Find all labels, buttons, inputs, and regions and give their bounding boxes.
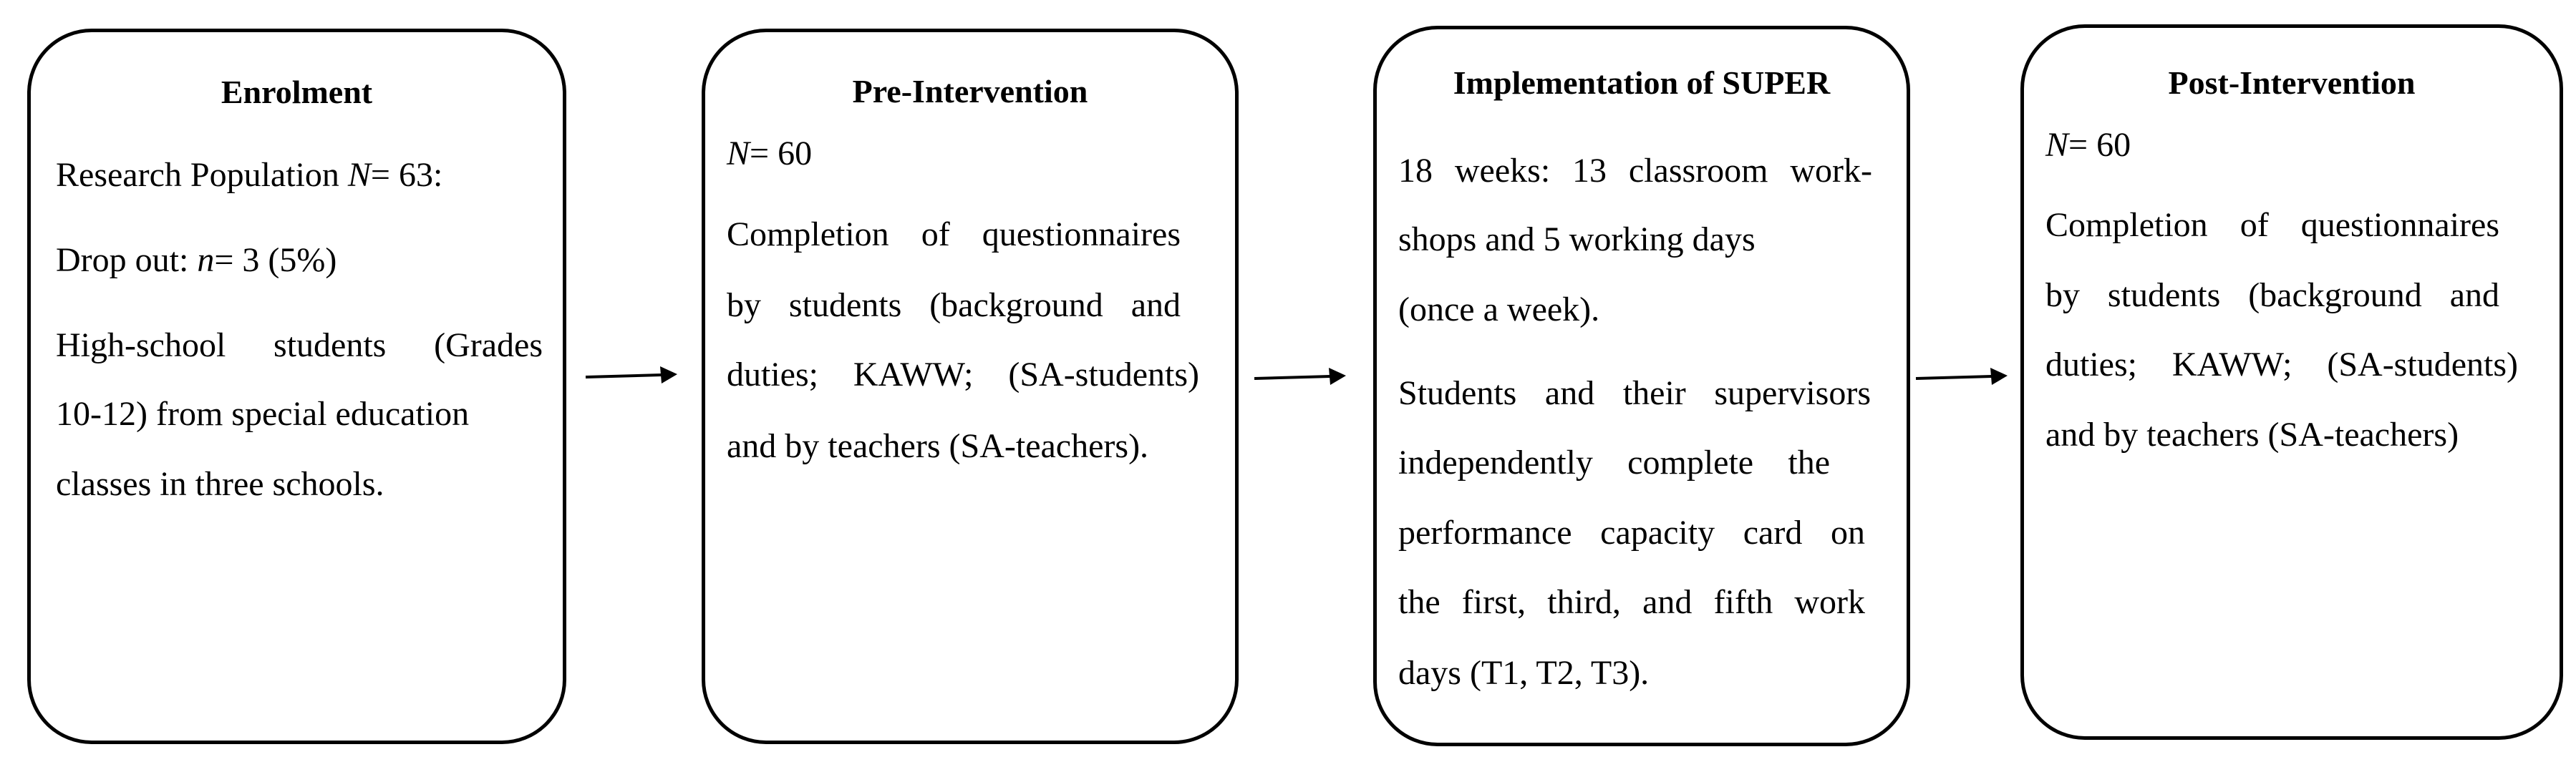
post-n-symbol: N bbox=[2045, 126, 2069, 164]
enrolment-description-line: High-school students (Grades bbox=[56, 326, 543, 364]
population-n-value: = 63: bbox=[370, 156, 443, 194]
implementation-box bbox=[1373, 26, 1910, 746]
enrolment-title: Enrolment bbox=[221, 74, 373, 110]
post-intervention-n-line bbox=[2045, 128, 2131, 162]
pre-intervention-box bbox=[702, 29, 1239, 744]
enrolment-description-line: classes in three schools. bbox=[56, 465, 384, 503]
research-population-line bbox=[56, 158, 442, 192]
post-description-line: by students (background and bbox=[2045, 276, 2499, 314]
schedule-line: 18 weeks: 13 classroom work- bbox=[1398, 152, 1872, 190]
post-description-line: Completion of questionnaires bbox=[2045, 206, 2499, 244]
dropout-n-value: = 3 (5%) bbox=[214, 241, 337, 279]
flow-arrow-2 bbox=[1254, 366, 1347, 388]
implementation-description-line: performance capacity card on bbox=[1398, 514, 1865, 552]
pre-intervention-n-line bbox=[727, 137, 812, 171]
enrolment-box bbox=[27, 29, 566, 744]
implementation-description-line: days (T1, T2, T3). bbox=[1398, 654, 1650, 692]
flow-arrow-3 bbox=[1916, 366, 2009, 388]
dropout-label: Drop out: bbox=[56, 241, 198, 279]
schedule-line: (once a week). bbox=[1398, 290, 1600, 328]
pre-description-line: Completion of questionnaires bbox=[727, 215, 1181, 253]
pre-intervention-title: Pre-Intervention bbox=[852, 73, 1088, 109]
research-population-label: Research Population bbox=[56, 156, 348, 194]
post-description-line: duties; KAWW; (SA-students) bbox=[2045, 346, 2518, 384]
pre-description-line: by students (background and bbox=[727, 286, 1181, 324]
implementation-description-line: the first, third, and fifth work bbox=[1398, 583, 1865, 621]
population-n-symbol: N bbox=[347, 156, 371, 194]
dropout-n-symbol: n bbox=[197, 241, 215, 279]
implementation-description-line: independently complete the bbox=[1398, 444, 1830, 482]
pre-n-value: = 60 bbox=[750, 135, 813, 172]
pre-description-line: and by teachers (SA-teachers). bbox=[727, 427, 1149, 465]
dropout-line bbox=[56, 243, 336, 278]
schedule-line: shops and 5 working days bbox=[1398, 220, 1756, 258]
post-n-value: = 60 bbox=[2068, 126, 2131, 164]
pre-n-symbol: N bbox=[727, 135, 750, 172]
implementation-description-line: Students and their supervisors bbox=[1398, 374, 1871, 412]
post-description-line: and by teachers (SA-teachers) bbox=[2045, 416, 2459, 454]
enrolment-description-line: 10-12) from special education bbox=[56, 395, 470, 433]
post-intervention-title: Post-Intervention bbox=[2168, 64, 2416, 101]
flow-arrow-1 bbox=[586, 365, 679, 386]
post-intervention-box bbox=[2020, 24, 2563, 740]
pre-description-line: duties; KAWW; (SA-students) bbox=[727, 356, 1199, 394]
implementation-title: Implementation of SUPER bbox=[1453, 64, 1831, 101]
